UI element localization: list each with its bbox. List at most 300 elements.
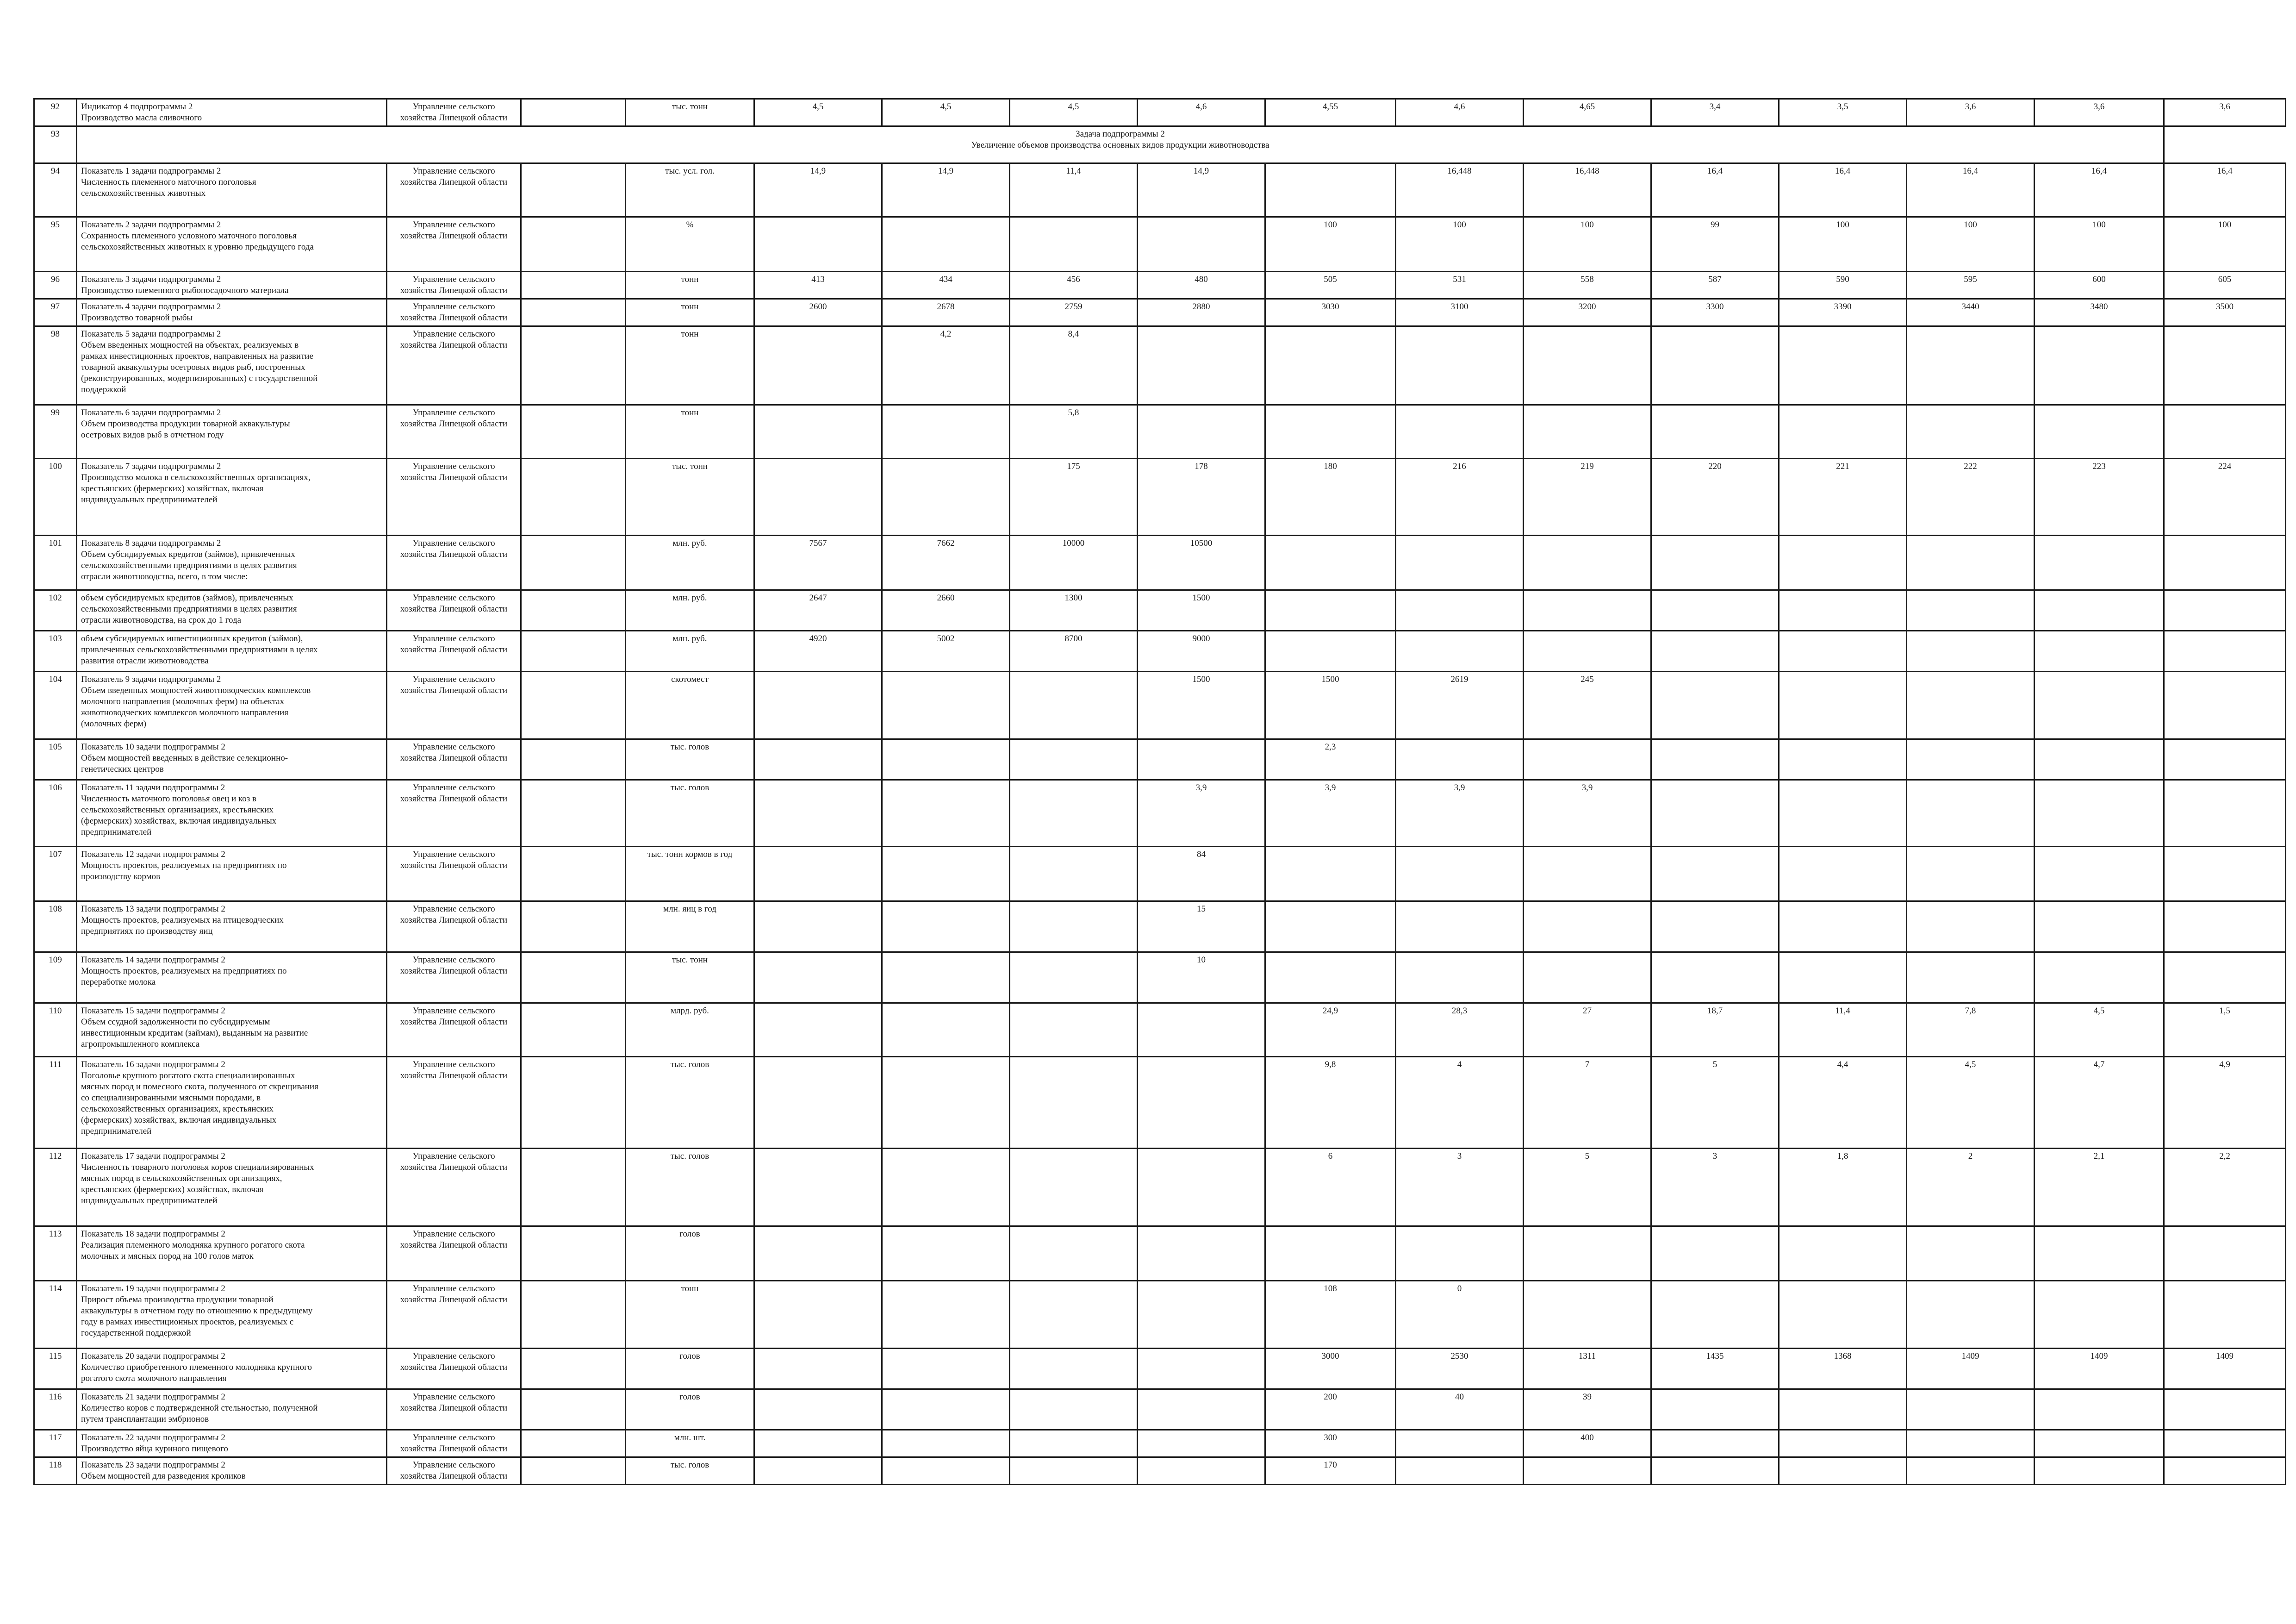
value-cell: 4,7 <box>2035 1057 2164 1149</box>
value-cell <box>1010 1430 1138 1457</box>
value-cell: 39 <box>1524 1389 1651 1430</box>
indicator-name-cell <box>77 1226 387 1281</box>
value-cell <box>1396 590 1524 631</box>
value-cell <box>1779 326 1907 405</box>
value-cell <box>2035 536 2164 590</box>
indicator-name-cell <box>77 672 387 739</box>
value-cell: 3,9 <box>1265 780 1396 847</box>
value-cell <box>1524 901 1651 952</box>
value-cell <box>1010 847 1138 901</box>
value-cell: 558 <box>1524 272 1651 299</box>
table-body <box>34 99 2286 1485</box>
value-cell: 7662 <box>882 536 1010 590</box>
indicator-name-line: Количество приобретенного племенного молодняка крупного <box>81 1362 312 1372</box>
indicator-name-cell <box>77 1457 387 1485</box>
indicator-name-line: сельскохозяйственных животных <box>81 188 206 198</box>
value-cell: 505 <box>1265 272 1396 299</box>
value-cell: 4,6 <box>1396 99 1524 126</box>
responsible-line: хозяйства Липецкой области <box>400 1071 508 1081</box>
responsible-cell <box>387 1349 521 1389</box>
value-cell <box>754 1281 882 1349</box>
value-cell: 10000 <box>1010 536 1138 590</box>
value-cell: 4,5 <box>754 99 882 126</box>
indicator-name-line: Показатель 9 задачи подпрограммы 2 <box>81 675 221 684</box>
value-cell <box>1907 1389 2035 1430</box>
value-cell <box>882 952 1010 1003</box>
value-cell: 108 <box>1265 1281 1396 1349</box>
responsible-cell <box>387 326 521 405</box>
value-cell <box>1265 847 1396 901</box>
indicator-name-line: предприятиях по производству яиц <box>81 926 213 936</box>
indicator-name-line: объем субсидируемых инвестиционных кредитов (займов), <box>81 634 303 643</box>
value-cell <box>2164 326 2286 405</box>
value-cell <box>882 1226 1010 1281</box>
value-cell <box>1779 1389 1907 1430</box>
value-cell <box>1138 1389 1265 1430</box>
row-number-cell: 109 <box>34 952 77 1003</box>
empty-cell <box>521 1003 626 1057</box>
value-cell <box>1010 901 1138 952</box>
value-cell <box>882 780 1010 847</box>
indicator-name-line: Производство товарной рыбы <box>81 313 193 323</box>
value-cell: 7,8 <box>1907 1003 2035 1057</box>
unit-cell: тыс. голов <box>626 1149 754 1226</box>
value-cell <box>1010 1389 1138 1430</box>
responsible-cell <box>387 901 521 952</box>
value-cell: 3390 <box>1779 299 1907 326</box>
responsible-line: хозяйства Липецкой области <box>400 313 508 323</box>
indicator-name-line: крестьянских (фермерских) хозяйствах, включая <box>81 1185 264 1194</box>
responsible-line: Управление сельского <box>412 783 495 793</box>
responsible-line: хозяйства Липецкой области <box>400 286 508 295</box>
indicator-name-line: Показатель 6 задачи подпрограммы 2 <box>81 408 221 418</box>
value-cell: 180 <box>1265 459 1396 536</box>
indicators-table <box>33 98 2286 1485</box>
value-cell: 3440 <box>1907 299 2035 326</box>
responsible-cell <box>387 1003 521 1057</box>
value-cell <box>1524 847 1651 901</box>
value-cell <box>1010 217 1138 272</box>
value-cell <box>2035 326 2164 405</box>
value-cell: 84 <box>1138 847 1265 901</box>
unit-cell: тонн <box>626 272 754 299</box>
value-cell <box>754 1003 882 1057</box>
value-cell <box>1651 1226 1779 1281</box>
indicator-name-line: (фермерских) хозяйствах, включая индивидуальных <box>81 1115 277 1125</box>
value-cell <box>2164 1457 2286 1485</box>
table-row <box>34 590 2286 631</box>
indicator-name-line: Объем субсидируемых кредитов (займов), привлеченных <box>81 550 295 559</box>
responsible-line: Управление сельского <box>412 538 495 548</box>
row-number-cell: 94 <box>34 163 77 217</box>
indicator-name-line: молочных и мясных пород на 100 голов маток <box>81 1251 254 1261</box>
indicator-name-line: Сохранность племенного условного маточного поголовья <box>81 231 297 241</box>
value-cell: 4,65 <box>1524 99 1651 126</box>
indicator-name-cell <box>77 1389 387 1430</box>
indicator-name-line: сельскохозяйственными предприятиями в целях развития <box>81 561 297 570</box>
unit-cell: голов <box>626 1389 754 1430</box>
responsible-line: хозяйства Липецкой области <box>400 604 508 614</box>
empty-cell <box>521 536 626 590</box>
responsible-line: хозяйства Липецкой области <box>400 113 508 123</box>
indicator-name-line: Производство масла сливочного <box>81 113 202 123</box>
value-cell <box>2164 952 2286 1003</box>
indicator-name-line: Показатель 13 задачи подпрограммы 2 <box>81 904 225 914</box>
value-cell <box>1265 1226 1396 1281</box>
value-cell <box>882 1281 1010 1349</box>
value-cell <box>1010 1003 1138 1057</box>
value-cell: 595 <box>1907 272 2035 299</box>
value-cell <box>1138 217 1265 272</box>
unit-cell: тыс. усл. гол. <box>626 163 754 217</box>
responsible-line: хозяйства Липецкой области <box>400 1471 508 1481</box>
unit-cell: тонн <box>626 1281 754 1349</box>
indicator-name-line: сельскохозяйственными предприятиями в целях развития <box>81 604 297 614</box>
indicator-name-line: производству кормов <box>81 872 161 881</box>
value-cell <box>1779 1226 1907 1281</box>
value-cell <box>1651 326 1779 405</box>
value-cell <box>754 1226 882 1281</box>
value-cell: 3,9 <box>1396 780 1524 847</box>
indicator-name-line: отрасли животноводства, на срок до 1 года <box>81 615 242 625</box>
table-row <box>34 847 2286 901</box>
responsible-line: хозяйства Липецкой области <box>400 340 508 350</box>
empty-cell <box>521 1457 626 1485</box>
value-cell: 178 <box>1138 459 1265 536</box>
indicator-name-line: со специализированными мясными породами, в <box>81 1093 261 1103</box>
indicator-name-line: Показатель 11 задачи подпрограммы 2 <box>81 783 225 793</box>
value-cell: 2530 <box>1396 1349 1524 1389</box>
indicator-name-line: генетических центров <box>81 764 164 774</box>
value-cell: 4,4 <box>1779 1057 1907 1149</box>
unit-cell: тыс. голов <box>626 1457 754 1485</box>
responsible-line: Управление сельского <box>412 904 495 914</box>
indicator-name-line: Объем производства продукции товарной аквакультуры <box>81 419 290 429</box>
table-row <box>34 901 2286 952</box>
value-cell: 14,9 <box>754 163 882 217</box>
value-cell <box>1010 1149 1138 1226</box>
value-cell <box>1907 847 2035 901</box>
indicator-name-line: рогатого скота молочного направления <box>81 1374 227 1383</box>
responsible-line: Управление сельского <box>412 275 495 284</box>
value-cell <box>1138 1149 1265 1226</box>
value-cell: 1500 <box>1138 672 1265 739</box>
row-number-cell: 116 <box>34 1389 77 1430</box>
value-cell <box>754 739 882 780</box>
indicator-name-line: поддержкой <box>81 385 126 394</box>
unit-cell: тыс. голов <box>626 739 754 780</box>
value-cell: 1409 <box>2164 1349 2286 1389</box>
indicator-name-line: Показатель 15 задачи подпрограммы 2 <box>81 1006 225 1016</box>
value-cell <box>754 1430 882 1457</box>
value-cell <box>1524 952 1651 1003</box>
value-cell <box>1138 405 1265 459</box>
indicator-name-line: рамках инвестиционных проектов, направленных на развитие <box>81 351 313 361</box>
unit-cell: млн. руб. <box>626 631 754 672</box>
value-cell <box>2035 1281 2164 1349</box>
indicator-name-cell <box>77 217 387 272</box>
responsible-line: Управление сельского <box>412 102 495 112</box>
indicator-name-line: индивидуальных предпринимателей <box>81 1196 218 1206</box>
responsible-line: хозяйства Липецкой области <box>400 1403 508 1413</box>
indicator-name-line: Показатель 2 задачи подпрограммы 2 <box>81 220 221 230</box>
value-cell: 300 <box>1265 1430 1396 1457</box>
unit-cell: голов <box>626 1349 754 1389</box>
responsible-cell <box>387 405 521 459</box>
empty-cell <box>521 780 626 847</box>
table-row <box>34 272 2286 299</box>
indicator-name-line: (молочных ферм) <box>81 719 147 729</box>
value-cell <box>1524 1281 1651 1349</box>
responsible-cell <box>387 631 521 672</box>
indicator-name-line: Показатель 21 задачи подпрограммы 2 <box>81 1392 225 1402</box>
empty-cell <box>521 672 626 739</box>
indicator-name-line: Объем введенных мощностей на объектах, реализуемых в <box>81 340 299 350</box>
value-cell <box>1010 1226 1138 1281</box>
indicator-name-line: Реализация племенного молодняка крупного рогатого скота <box>81 1240 305 1250</box>
value-cell <box>2164 847 2286 901</box>
value-cell <box>1265 952 1396 1003</box>
empty-cell <box>521 326 626 405</box>
value-cell: 5 <box>1524 1149 1651 1226</box>
responsible-cell <box>387 739 521 780</box>
indicator-name-line: Показатель 10 задачи подпрограммы 2 <box>81 742 225 752</box>
row-number-cell: 110 <box>34 1003 77 1057</box>
value-cell <box>2035 1457 2164 1485</box>
responsible-line: Управление сельского <box>412 675 495 684</box>
indicator-name-line: индивидуальных предпринимателей <box>81 495 218 505</box>
responsible-line: Управление сельского <box>412 1229 495 1239</box>
value-cell <box>1907 405 2035 459</box>
value-cell: 4,5 <box>1010 99 1138 126</box>
value-cell <box>1138 1457 1265 1485</box>
row-number-cell: 104 <box>34 672 77 739</box>
responsible-cell <box>387 1389 521 1430</box>
row-number-cell: 105 <box>34 739 77 780</box>
unit-cell: тыс. тонн <box>626 952 754 1003</box>
value-cell: 175 <box>1010 459 1138 536</box>
indicator-name-line: Поголовье крупного рогатого скота специализированных <box>81 1071 295 1081</box>
indicator-name-line: сельскохозяйственных организациях, крестьянских <box>81 1104 274 1114</box>
row-number-cell: 99 <box>34 405 77 459</box>
row-number-cell: 118 <box>34 1457 77 1485</box>
indicator-name-line: молочного направления (молочных ферм) на объектах <box>81 697 285 706</box>
value-cell <box>2164 901 2286 952</box>
indicator-name-cell <box>77 952 387 1003</box>
value-cell: 16,4 <box>1779 163 1907 217</box>
value-cell <box>1265 163 1396 217</box>
value-cell: 480 <box>1138 272 1265 299</box>
value-cell <box>1907 672 2035 739</box>
value-cell: 1300 <box>1010 590 1138 631</box>
responsible-cell <box>387 1057 521 1149</box>
unit-cell: тонн <box>626 405 754 459</box>
value-cell: 2619 <box>1396 672 1524 739</box>
value-cell <box>882 1057 1010 1149</box>
empty-cell <box>521 163 626 217</box>
indicator-name-line: Количество коров с подтвержденной стельностью, полученной <box>81 1403 318 1413</box>
indicator-name-line: Объем мощностей для разведения кроликов <box>81 1471 246 1481</box>
section-title: Задача подпрограммы 2 <box>1076 129 1165 139</box>
value-cell: 100 <box>2164 217 2286 272</box>
responsible-line: Управление сельского <box>412 1433 495 1443</box>
empty-cell <box>521 1389 626 1430</box>
value-cell <box>1524 1457 1651 1485</box>
responsible-line: хозяйства Липецкой области <box>400 861 508 870</box>
responsible-cell <box>387 272 521 299</box>
value-cell: 1435 <box>1651 1349 1779 1389</box>
value-cell <box>1524 1226 1651 1281</box>
value-cell <box>754 1457 882 1485</box>
indicator-name-cell <box>77 1281 387 1349</box>
row-number-cell: 96 <box>34 272 77 299</box>
indicator-name-cell <box>77 459 387 536</box>
value-cell <box>882 405 1010 459</box>
value-cell <box>1396 901 1524 952</box>
indicator-name-line: (фермерских) хозяйствах, включая индивидуальных <box>81 816 277 826</box>
value-cell <box>2035 1226 2164 1281</box>
value-cell: 100 <box>1396 217 1524 272</box>
indicator-name-line: крестьянских (фермерских) хозяйствах, включая <box>81 484 264 493</box>
indicator-name-line: агропромышленного комплекса <box>81 1039 200 1049</box>
row-number-cell: 117 <box>34 1430 77 1457</box>
responsible-line: Управление сельского <box>412 1392 495 1402</box>
unit-cell: млн. руб. <box>626 536 754 590</box>
value-cell <box>754 952 882 1003</box>
value-cell: 2660 <box>882 590 1010 631</box>
value-cell: 2,2 <box>2164 1149 2286 1226</box>
table-row <box>34 217 2286 272</box>
value-cell <box>2164 739 2286 780</box>
value-cell: 3480 <box>2035 299 2164 326</box>
value-cell: 222 <box>1907 459 2035 536</box>
indicator-name-line: привлеченных сельскохозяйственными предприятиями в целях <box>81 645 318 655</box>
responsible-line: хозяйства Липецкой области <box>400 1295 508 1305</box>
value-cell <box>1651 536 1779 590</box>
value-cell <box>1907 1281 2035 1349</box>
indicator-name-line: сельскохозяйственных животных к уровню предыдущего года <box>81 242 314 252</box>
value-cell <box>1010 1457 1138 1485</box>
value-cell <box>1779 1281 1907 1349</box>
row-number-cell: 113 <box>34 1226 77 1281</box>
value-cell <box>1907 1430 2035 1457</box>
value-cell: 99 <box>1651 217 1779 272</box>
indicator-name-cell <box>77 99 387 126</box>
value-cell: 219 <box>1524 459 1651 536</box>
value-cell <box>1010 1057 1138 1149</box>
value-cell: 16,4 <box>1907 163 2035 217</box>
empty-cell <box>521 631 626 672</box>
responsible-line: Управление сельского <box>412 1460 495 1470</box>
value-cell: 3000 <box>1265 1349 1396 1389</box>
value-cell <box>1779 672 1907 739</box>
indicator-name-line: мясных пород и помесного скота, полученного от скрещивания <box>81 1082 318 1092</box>
unit-cell: тыс. тонн <box>626 99 754 126</box>
value-cell <box>754 1389 882 1430</box>
value-cell <box>1265 901 1396 952</box>
indicator-name-line: Производство молока в сельскохозяйственных организациях, <box>81 473 311 482</box>
value-cell <box>2164 590 2286 631</box>
table-row <box>34 739 2286 780</box>
row-number-cell: 114 <box>34 1281 77 1349</box>
indicator-name-line: Объем мощностей введенных в действие селекционно- <box>81 753 288 763</box>
indicator-name-line: Показатель 16 задачи подпрограммы 2 <box>81 1060 225 1069</box>
unit-cell: млн. яиц в год <box>626 901 754 952</box>
value-cell <box>1265 326 1396 405</box>
value-cell <box>882 901 1010 952</box>
responsible-line: хозяйства Липецкой области <box>400 686 508 695</box>
value-cell <box>1138 1003 1265 1057</box>
value-cell: 9000 <box>1138 631 1265 672</box>
value-cell: 531 <box>1396 272 1524 299</box>
responsible-line: хозяйства Липецкой области <box>400 473 508 482</box>
value-cell <box>1779 631 1907 672</box>
value-cell: 224 <box>2164 459 2286 536</box>
value-cell: 245 <box>1524 672 1651 739</box>
unit-cell: млрд. руб. <box>626 1003 754 1057</box>
table-row <box>34 952 2286 1003</box>
row-number-cell: 115 <box>34 1349 77 1389</box>
value-cell <box>2035 739 2164 780</box>
value-cell: 3,6 <box>2035 99 2164 126</box>
value-cell <box>1651 590 1779 631</box>
responsible-cell <box>387 1281 521 1349</box>
value-cell <box>1779 1457 1907 1485</box>
responsible-cell <box>387 536 521 590</box>
row-number-cell: 103 <box>34 631 77 672</box>
indicator-name-line: Показатель 23 задачи подпрограммы 2 <box>81 1460 225 1470</box>
indicator-name-cell <box>77 326 387 405</box>
row-number-cell: 111 <box>34 1057 77 1149</box>
value-cell <box>1524 405 1651 459</box>
value-cell <box>2035 590 2164 631</box>
indicator-name-cell <box>77 590 387 631</box>
empty-cell <box>521 590 626 631</box>
value-cell: 16,448 <box>1396 163 1524 217</box>
table-row <box>34 1281 2286 1349</box>
value-cell: 11,4 <box>1010 163 1138 217</box>
indicator-name-cell <box>77 739 387 780</box>
value-cell <box>1524 631 1651 672</box>
unit-cell: млн. шт. <box>626 1430 754 1457</box>
value-cell <box>754 1149 882 1226</box>
row-number-cell: 108 <box>34 901 77 952</box>
row-number-cell: 107 <box>34 847 77 901</box>
indicator-name-line: Показатель 19 задачи подпрограммы 2 <box>81 1284 225 1293</box>
value-cell: 2 <box>1907 1149 2035 1226</box>
empty-cell <box>521 1281 626 1349</box>
value-cell: 8,4 <box>1010 326 1138 405</box>
indicator-name-line: Производство яйца куриного пищевого <box>81 1444 228 1454</box>
value-cell: 2880 <box>1138 299 1265 326</box>
responsible-cell <box>387 99 521 126</box>
table-row <box>34 536 2286 590</box>
table-row <box>34 1149 2286 1226</box>
value-cell <box>1138 1057 1265 1149</box>
indicator-name-line: Производство племенного рыбопосадочного материала <box>81 286 289 295</box>
responsible-line: Управление сельского <box>412 634 495 643</box>
responsible-line: хозяйства Липецкой области <box>400 419 508 429</box>
table-row <box>34 405 2286 459</box>
value-cell <box>2164 631 2286 672</box>
indicator-name-line: Показатель 18 задачи подпрограммы 2 <box>81 1229 225 1239</box>
value-cell: 216 <box>1396 459 1524 536</box>
table-row <box>34 631 2286 672</box>
value-cell <box>1524 590 1651 631</box>
value-cell <box>754 1057 882 1149</box>
responsible-line: Управление сельского <box>412 462 495 471</box>
indicator-name-cell <box>77 1149 387 1226</box>
